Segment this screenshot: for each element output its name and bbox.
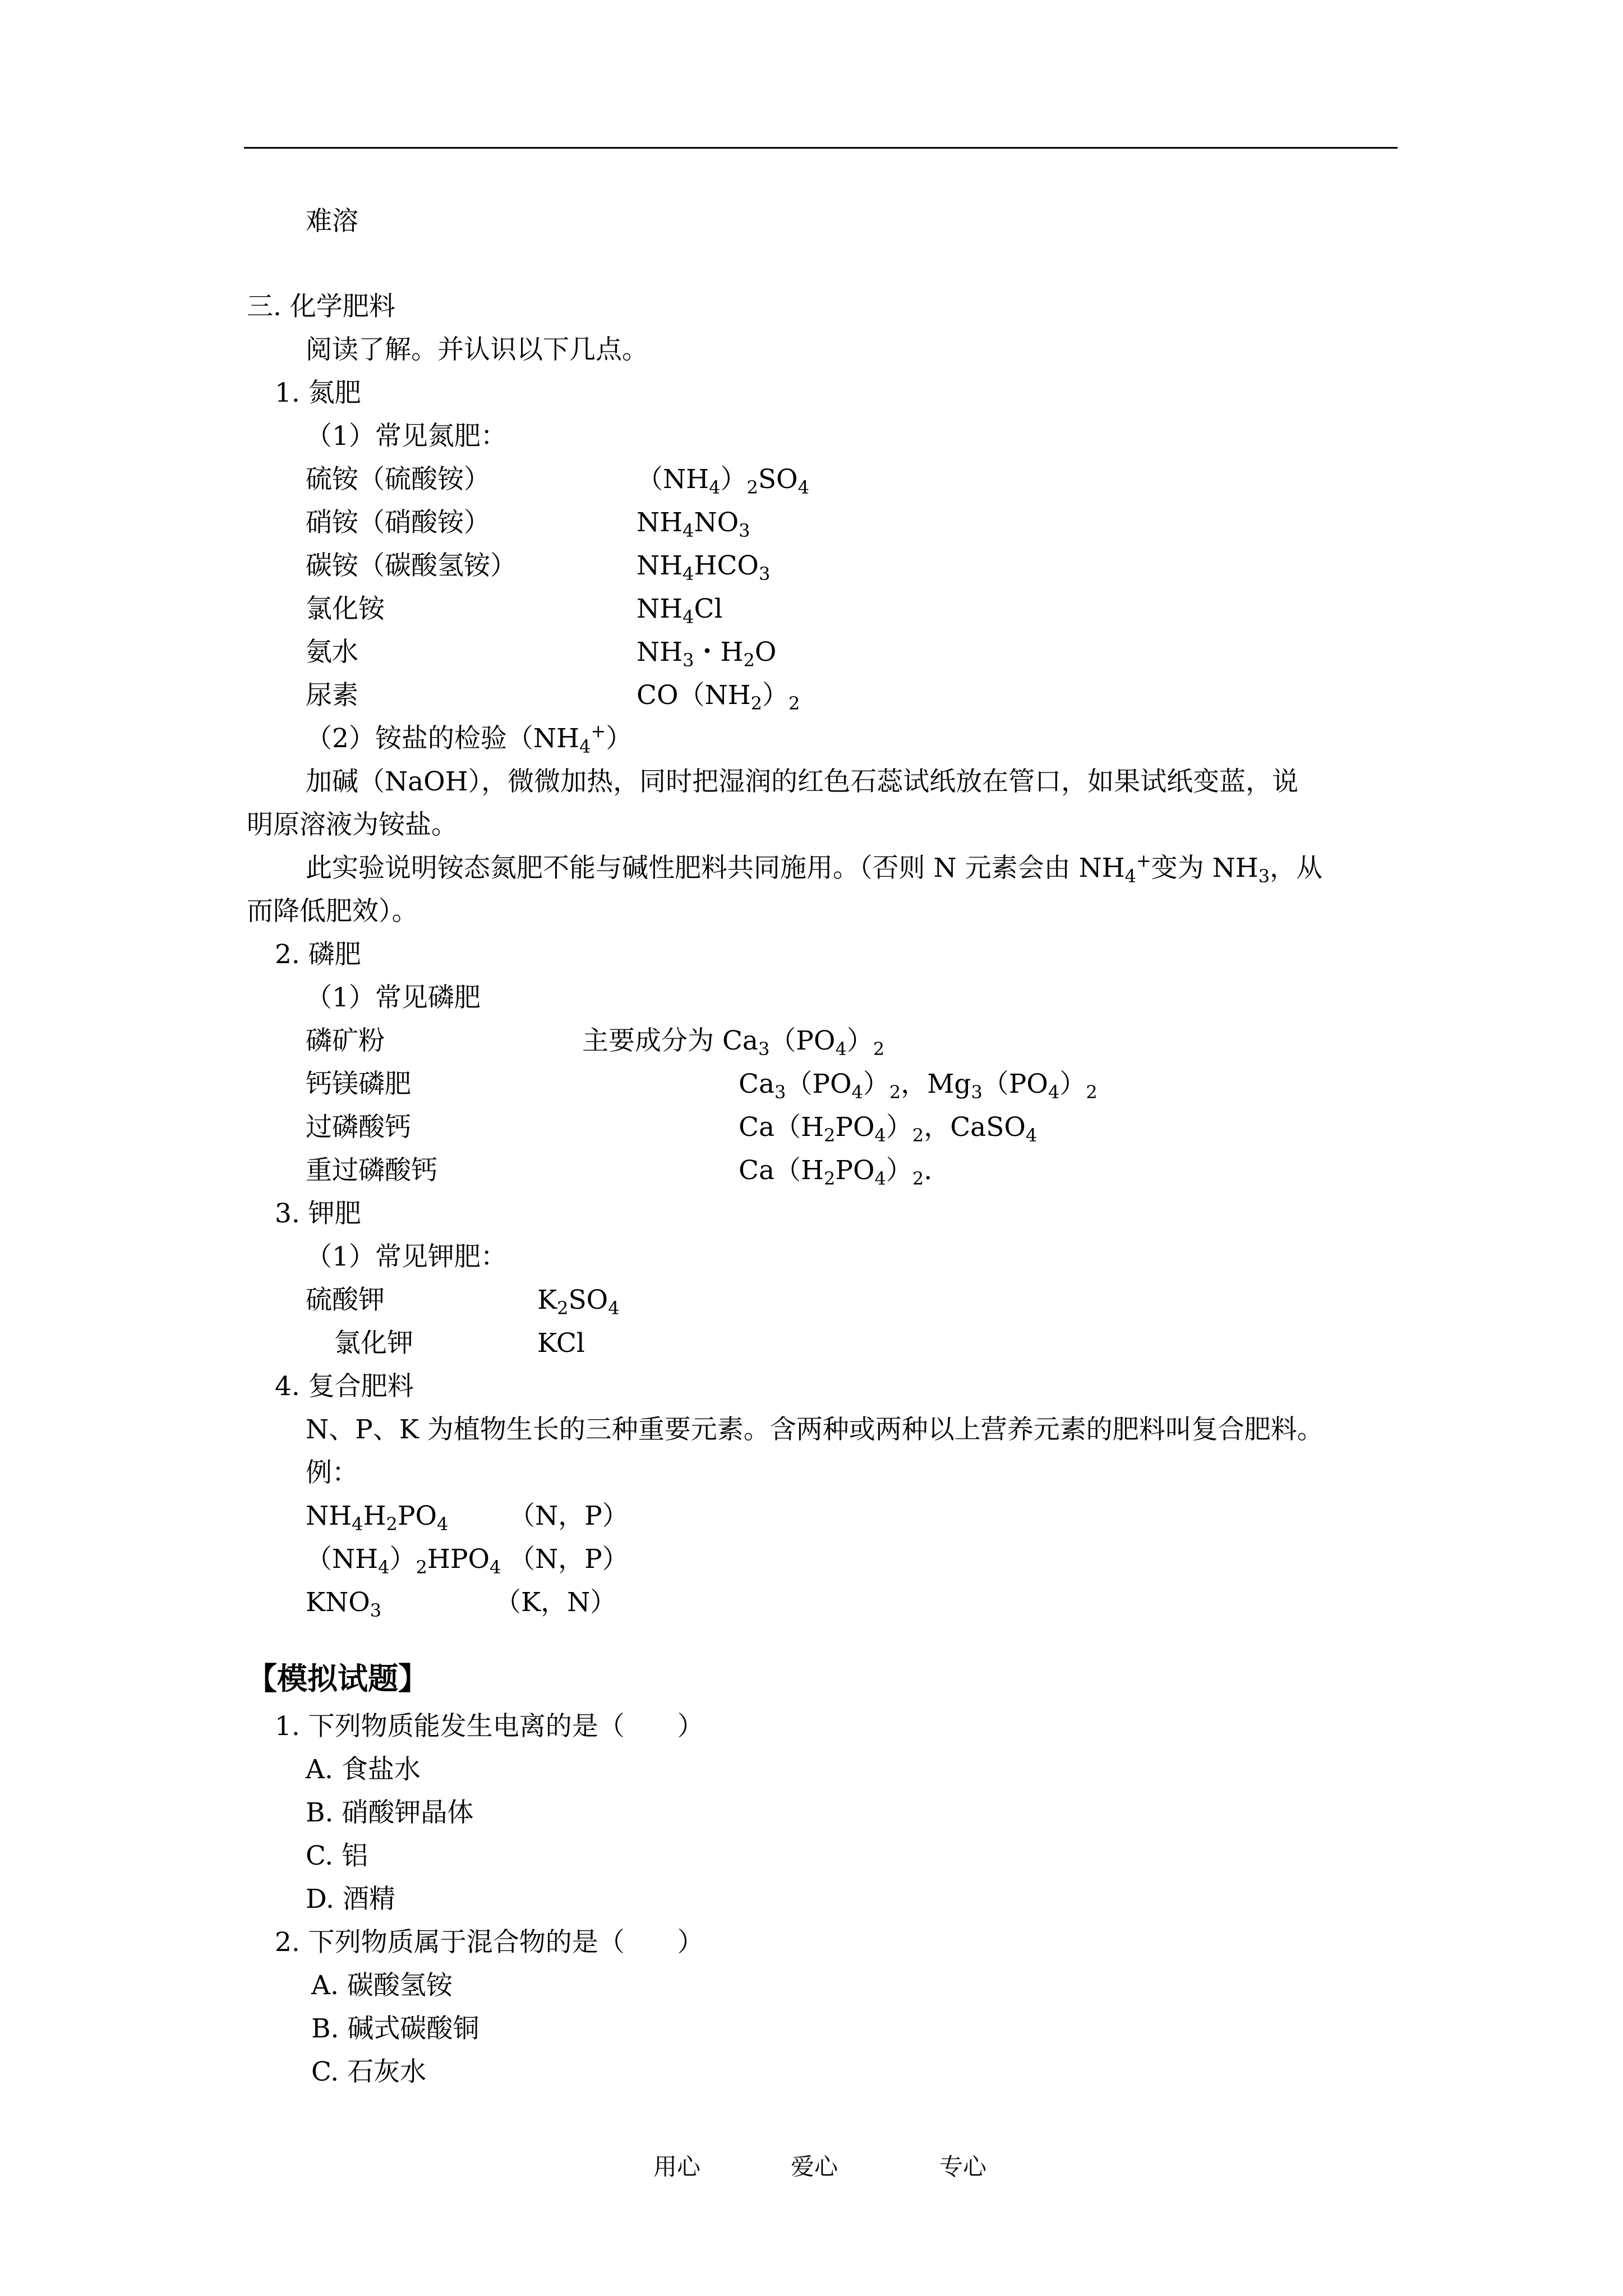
- header-rule: [244, 147, 1398, 149]
- potassium-heading: 3. 钾肥: [275, 1198, 361, 1229]
- fertilizer-name: 磷矿粉: [306, 1025, 385, 1056]
- nitrogen-subheading: （1）常见氮肥：: [306, 421, 507, 452]
- answer-option: A. 碳酸氢铵: [311, 1970, 453, 2001]
- quiz-title: 【模拟试题】: [247, 1660, 428, 1696]
- fertilizer-formula: $NH_4Cl$: [637, 593, 723, 628]
- fertilizer-name: 硝铵（硝酸铵）: [306, 507, 490, 538]
- example-formula: $(NH_4)_2HPO_4$: [306, 1544, 501, 1578]
- note-paragraph-line: 此实验说明铵态氮肥不能与碱性肥料共同施用。（否则 N 元素会由 $NH_4^+$变为 $NH_3$，从: [306, 850, 1323, 887]
- answer-option: D. 酒精: [306, 1884, 395, 1915]
- question-stem: 2. 下列物质属于混合物的是（ ）: [275, 1927, 704, 1958]
- question-stem: 1. 下列物质能发生电离的是（ ）: [275, 1711, 704, 1742]
- fertilizer-formula: $Ca_3(PO_4)_2$，$Mg_3(PO_4)_2$: [739, 1069, 1098, 1103]
- fertilizer-name: 尿素: [306, 680, 358, 711]
- fertilizer-formula: 主要成分为 $Ca_3(PO_4)_2$: [582, 1025, 885, 1060]
- answer-option: C. 铝: [306, 1841, 368, 1871]
- footer-item: 专心: [939, 2153, 987, 2180]
- fertilizer-formula: KCl: [537, 1328, 585, 1359]
- answer-option: B. 碱式碳酸铜: [311, 2013, 479, 2044]
- fertilizer-formula: $(NH_4)_2SO_4$: [637, 464, 809, 498]
- nitrogen-heading: 1. 氮肥: [275, 378, 361, 408]
- fertilizer-name: 硫酸钾: [306, 1285, 385, 1315]
- continued-text: 难溶: [306, 206, 358, 237]
- fertilizer-name: 氨水: [306, 637, 358, 668]
- compound-heading: 4. 复合肥料: [275, 1371, 414, 1402]
- fertilizer-name: 氯化铵: [306, 593, 385, 624]
- test-paragraph-line: 加碱（NaOH），微微加热，同时把湿润的红色石蕊试纸放在管口，如果试纸变蓝，说: [306, 766, 1299, 797]
- phosphorus-heading: 2. 磷肥: [275, 939, 361, 970]
- fertilizer-formula: $NH_4NO_3$: [637, 507, 750, 541]
- fertilizer-formula: $NH_3$・$H_2O$: [637, 637, 777, 671]
- example-formula: $KNO_3$: [306, 1587, 382, 1621]
- example-elements: （K，N）: [495, 1587, 617, 1618]
- fertilizer-name: 过磷酸钙: [306, 1112, 411, 1143]
- ammonium-test-heading: （2）铵盐的检验$(NH_4^+)$: [306, 720, 633, 757]
- fertilizer-formula: $CO(NH_2)_2$: [637, 680, 800, 714]
- fertilizer-name: 钙镁磷肥: [306, 1069, 411, 1099]
- fertilizer-formula: $Ca(H_2PO_4)_2$.: [739, 1155, 933, 1189]
- footer-item: 爱心: [791, 2153, 838, 2180]
- compound-description: N、P、K 为植物生长的三种重要元素。含两种或两种以上营养元素的肥料叫复合肥料。: [306, 1414, 1324, 1445]
- answer-option: B. 硝酸钾晶体: [306, 1797, 474, 1828]
- potassium-subheading: （1）常见钾肥：: [306, 1241, 507, 1272]
- footer-item: 用心: [653, 2153, 701, 2180]
- note-paragraph-line: 而降低肥效）。: [247, 896, 418, 927]
- example-elements: （N，P）: [509, 1544, 629, 1575]
- fertilizer-formula: $K_2SO_4$: [537, 1285, 620, 1319]
- fertilizer-name: 硫铵（硫酸铵）: [306, 464, 490, 495]
- fertilizer-name: 重过磷酸钙: [306, 1155, 437, 1186]
- section-intro: 阅读了解。并认识以下几点。: [306, 334, 648, 365]
- test-paragraph-line: 明原溶液为铵盐。: [247, 809, 458, 840]
- fertilizer-name: 氯化钾: [334, 1328, 413, 1359]
- section-title: 三. 化学肥料: [247, 291, 395, 322]
- answer-option: C. 石灰水: [311, 2056, 427, 2087]
- fertilizer-formula: $NH_4HCO_3$: [637, 550, 771, 585]
- example-label: 例：: [306, 1457, 358, 1488]
- fertilizer-formula: $Ca(H_2PO_4)_2$，CaSO$_4$: [739, 1112, 1038, 1146]
- answer-option: A. 食盐水: [306, 1754, 421, 1785]
- example-elements: （N，P）: [509, 1501, 629, 1531]
- fertilizer-name: 碳铵（碳酸氢铵）: [306, 550, 517, 581]
- phosphorus-subheading: （1）常见磷肥: [306, 982, 481, 1013]
- example-formula: $NH_4H_2PO_4$: [306, 1501, 449, 1535]
